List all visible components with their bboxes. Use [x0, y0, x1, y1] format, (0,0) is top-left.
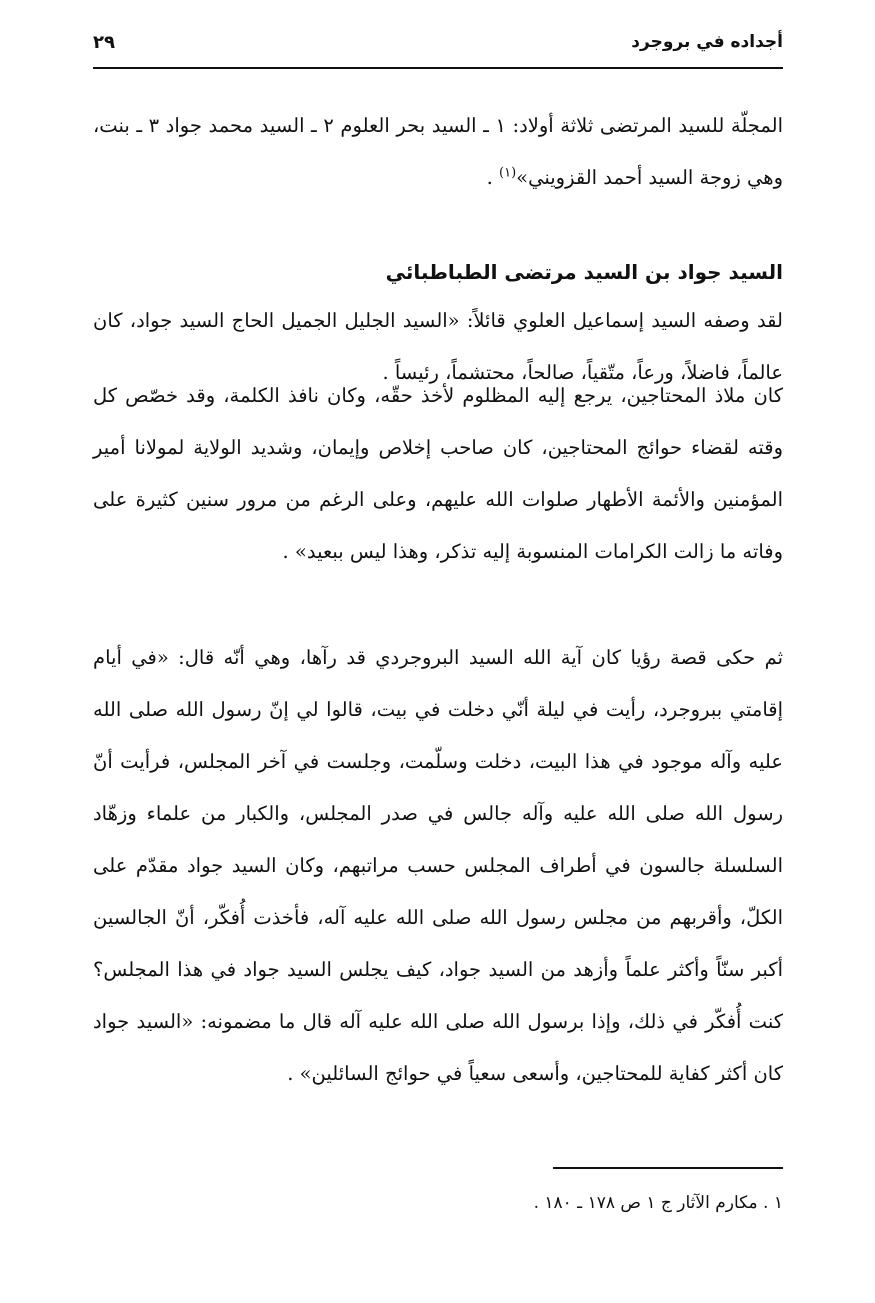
section-heading: السيد جواد بن السيد مرتضى الطباطبائي	[385, 260, 783, 284]
running-header	[93, 32, 783, 66]
intro-end: .	[486, 166, 500, 189]
intro-text: المجلّة للسيد المرتضى ثلاثة أولاد: ١ ـ السيد بحر العلوم ٢ ـ السيد محمد جواد ٣ ـ بنت، وهي زوجة السيد أحمد القزويني»	[93, 114, 783, 189]
refuge-paragraph: كان ملاذ المحتاجين، يرجع إليه المظلوم لأخذ حقّه، وكان نافذ الكلمة، وقد خصّص كل وقته لقضاء حوائج المحتاجين، كان صاحب إخلاص وإيمان، وشديد الولاية لمولانا أمير المؤمنين والأئمة الأطهار صلوات الله عليهم، وعلى الرغم من مرور سنين كثيرة على وفاته ما زالت الكرامات المنسوبة إليه تذكر، وهذا ليس ببعيد» .	[93, 384, 783, 563]
description-paragraph: لقد وصفه السيد إسماعيل العلوي قائلاً: «السيد الجليل الجميل الحاج السيد جواد، كان عالماً، فاضلاً، ورعاً، متّقياً، صالحاً، محتشماً، رئيساً .	[93, 309, 783, 384]
footnote-reference: (١)	[499, 165, 517, 181]
page-number: ٢٩	[93, 32, 115, 53]
footnote-divider	[553, 1167, 783, 1169]
dream-paragraph: ثم حكى قصة رؤيا كان آية الله السيد البروجردي قد رآها، وهي أنّه قال: «في أيام إقامتي ببروجرد، رأيت في ليلة أنّي دخلت في بيت، قالوا لي إنّ رسول الله صلى الله عليه وآله موجود في هذا البيت، دخلت وسلّمت، وجلست في آخر المجلس، فرأيت أنّ رسول الله صلى الله عليه وآله جالس في صدر المجلس، والكبار من علماء وزهّاد السلسلة جالسون في أطراف المجلس حسب مراتبهم، وكان السيد جواد مقدّم على الكلّ، وأقربهم من مجلس رسول الله صلى الله عليه آله، فأخذت أُفكّر، أنّ الجالسين أكبر سنّاً وأكثر علماً وأزهد من السيد جواد، كيف يجلس السيد جواد في هذا المجلس؟ كنت أُفكّر في ذلك، وإذا برسول الله صلى الله عليه آله قال ما مضمونه: «السيد جواد كان أكثر كفاية للمحتاجين، وأسعى سعياً في حوائج السائلين» .	[93, 646, 783, 1085]
footnote: ١ . مكارم الآثار ج ١ ص ١٧٨ ـ ١٨٠ .	[533, 1193, 783, 1213]
intro-paragraph	[93, 100, 783, 204]
running-title: أجداده في بروجرد	[631, 32, 783, 52]
header-divider	[93, 67, 783, 69]
